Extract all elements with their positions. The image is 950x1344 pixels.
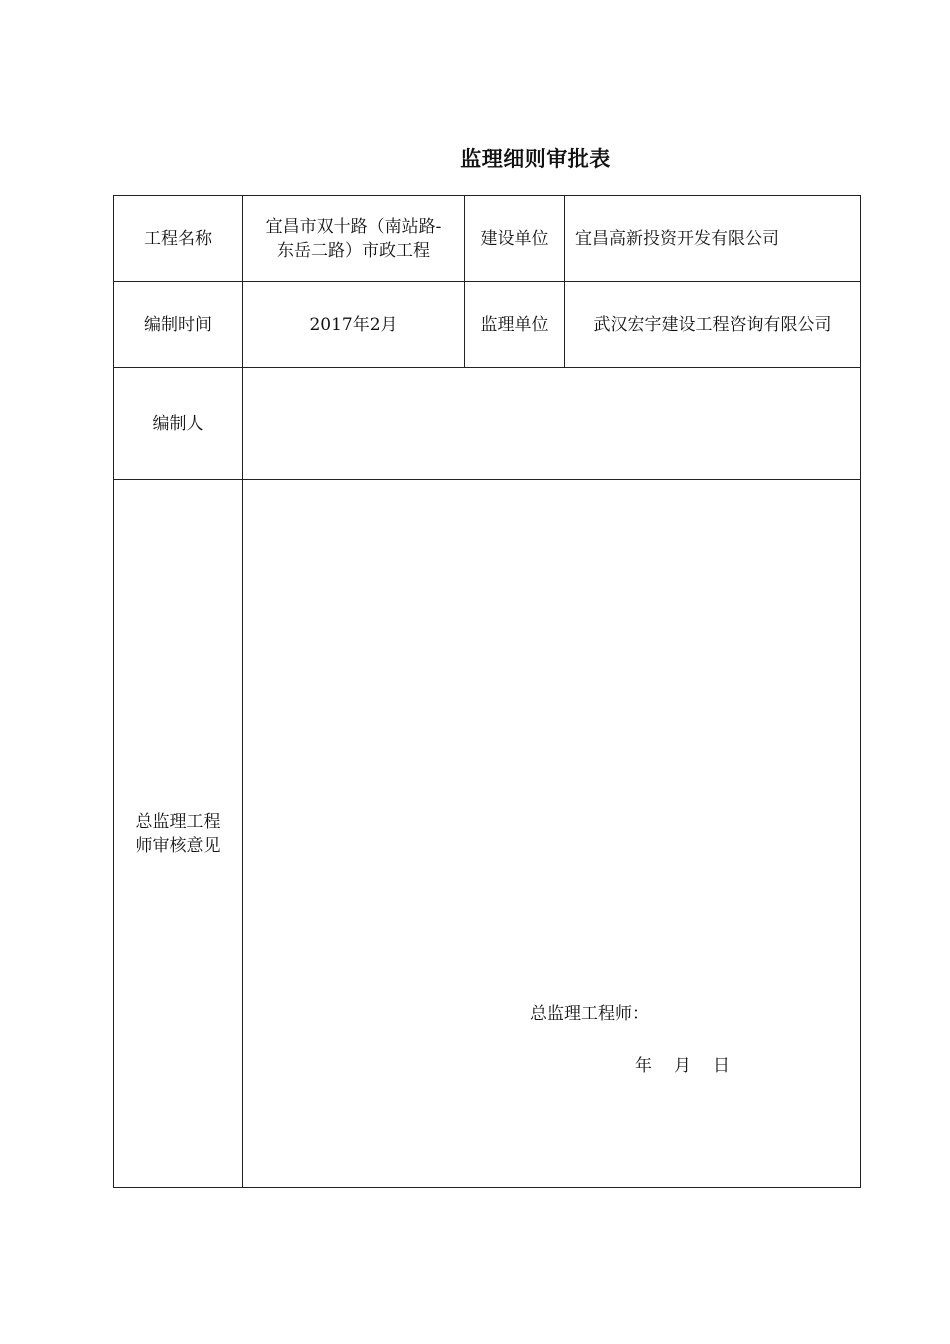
compile-time-value[interactable]: 2017年2月 bbox=[243, 282, 465, 368]
page-title: 监理细则审批表 bbox=[460, 147, 611, 171]
review-label-line1: 总监理工程 bbox=[135, 811, 221, 832]
row-compiler bbox=[114, 368, 861, 480]
compile-time-label: 编制时间 bbox=[114, 282, 243, 368]
chief-engineer-signature-label: 总监理工程师： bbox=[530, 1004, 649, 1024]
owner-label: 建设单位 bbox=[465, 196, 565, 282]
row-compile-time bbox=[114, 282, 861, 368]
review-label bbox=[114, 480, 243, 1188]
project-name-label: 工程名称 bbox=[114, 196, 243, 282]
date-year-label: 年 bbox=[635, 1056, 652, 1076]
review-opinion-field[interactable] bbox=[243, 480, 861, 1188]
compiler-label: 编制人 bbox=[114, 368, 243, 480]
project-name-value[interactable] bbox=[243, 196, 465, 282]
project-name-value-line2: 东岳二路）市政工程 bbox=[277, 240, 430, 261]
row-review bbox=[114, 480, 861, 1188]
project-name-value-line1: 宜昌市双十路（南站路- bbox=[265, 216, 442, 237]
supervisor-label: 监理单位 bbox=[465, 282, 565, 368]
date-day-label: 日 bbox=[713, 1056, 730, 1076]
review-label-line2: 师审核意见 bbox=[135, 835, 221, 856]
compiler-value-field[interactable] bbox=[243, 368, 861, 480]
approval-form-table bbox=[113, 195, 861, 1188]
supervisor-value[interactable]: 武汉宏宇建设工程咨询有限公司 bbox=[565, 282, 861, 368]
date-month-label: 月 bbox=[674, 1056, 691, 1076]
owner-value[interactable]: 宜昌高新投资开发有限公司 bbox=[565, 196, 861, 282]
review-date bbox=[635, 1054, 730, 1078]
row-project-name bbox=[114, 196, 861, 282]
